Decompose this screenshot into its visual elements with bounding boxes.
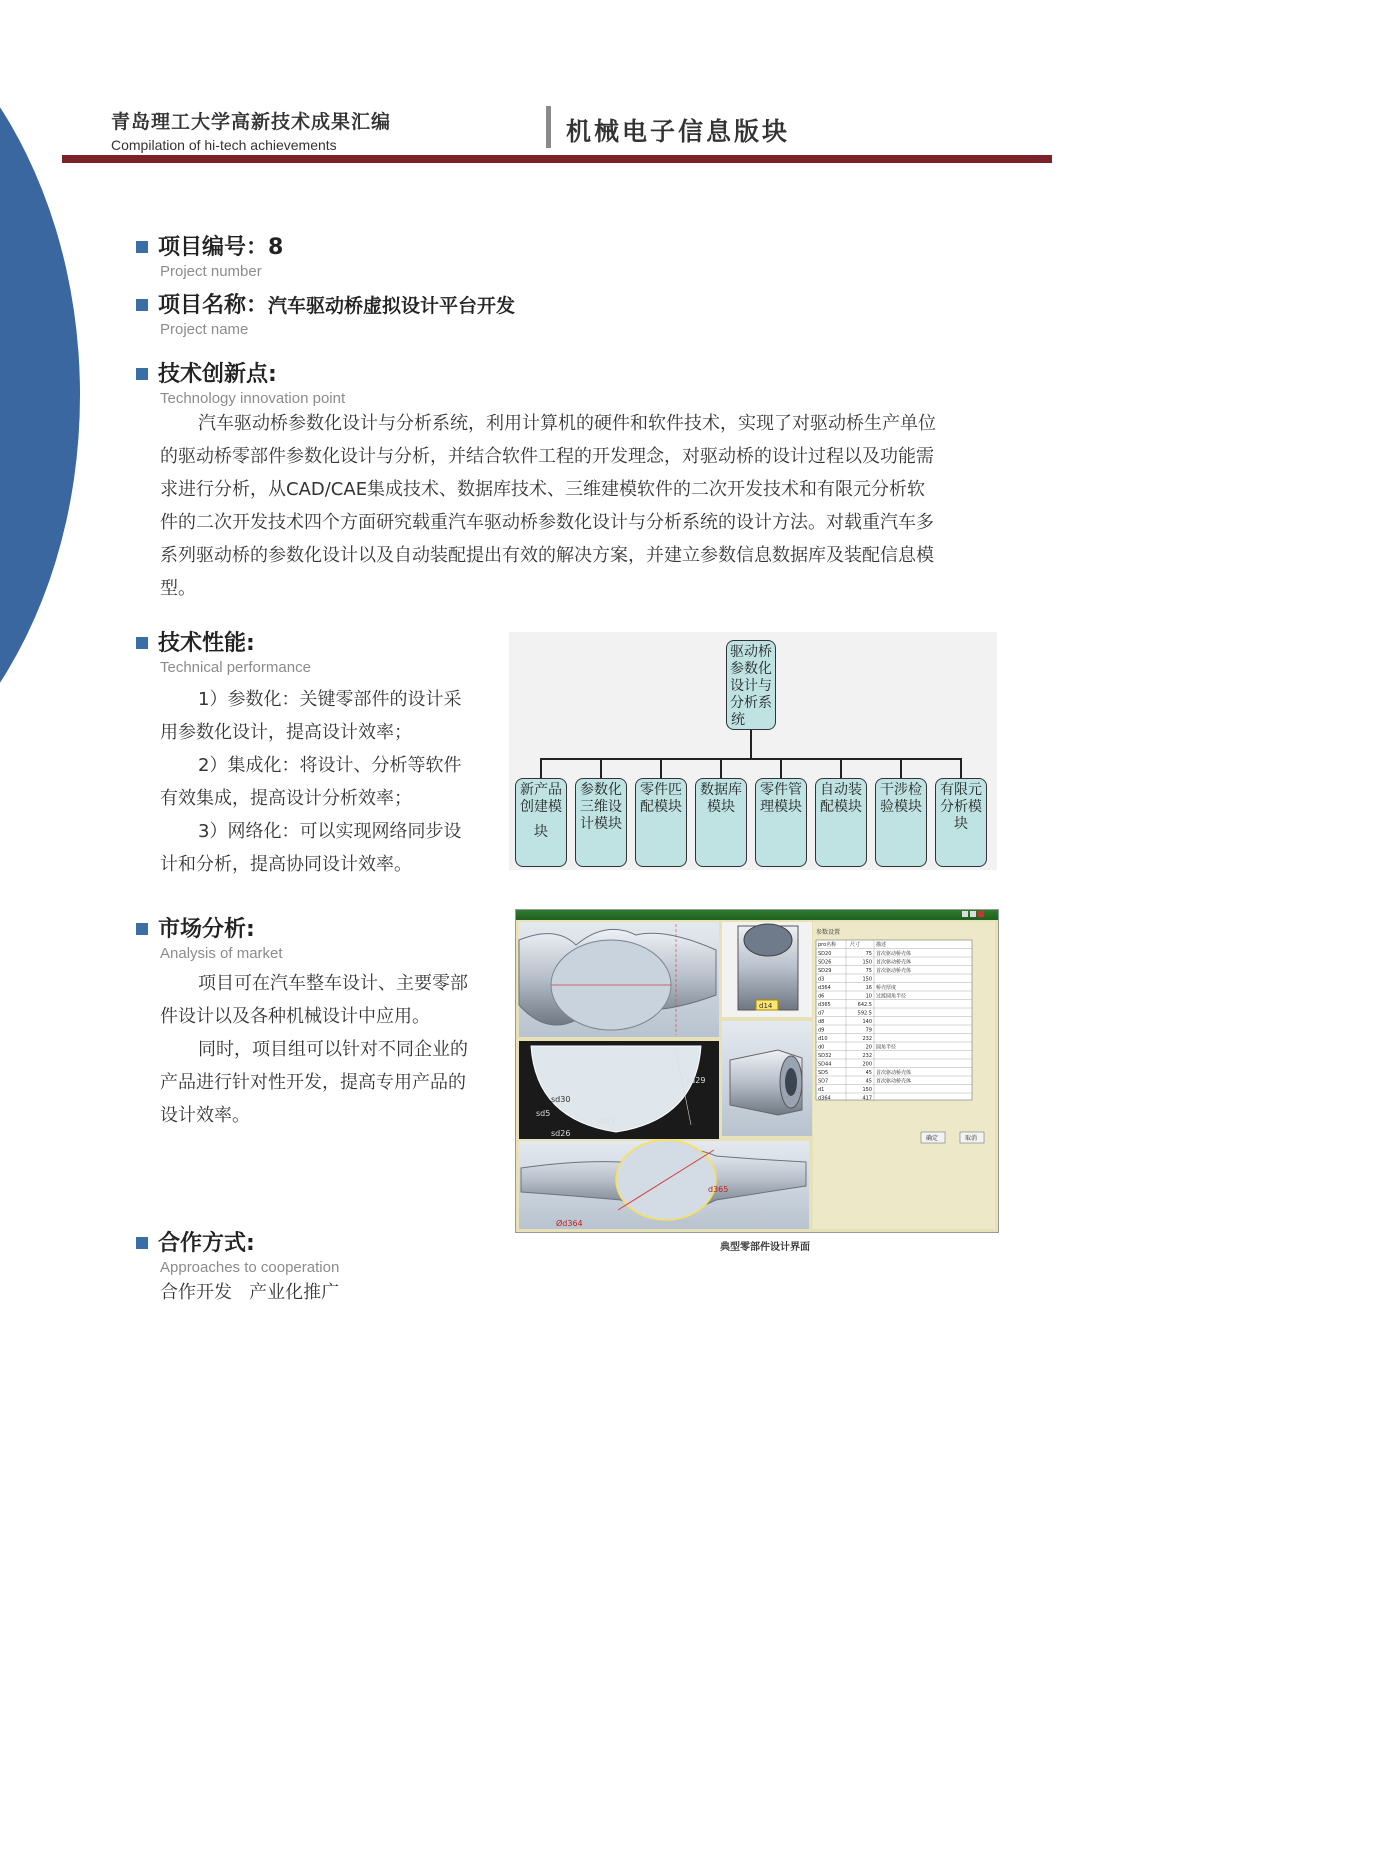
innovation-line: 系列驱动桥的参数化设计以及自动装配提出有效的解决方案，并建立参数信息数据库及装配信息模 (160, 545, 934, 566)
param-cell: 150 (862, 959, 872, 966)
dim-label: sd5 (536, 1109, 551, 1118)
project-name-label: 项目名称： (158, 293, 269, 318)
param-cell: SD7 (818, 1078, 829, 1085)
market-text (160, 967, 505, 1132)
param-cell: 232 (862, 1036, 872, 1042)
innovation-en: Technology innovation point (160, 390, 346, 407)
diagram-module-node (875, 778, 927, 867)
diagram-node-line: 数据库 (700, 782, 742, 798)
project-name-en: Project name (160, 321, 249, 338)
diagram-node-line: 零件匹 (640, 782, 682, 798)
param-cell: d365 (818, 1002, 831, 1008)
param-cell: 首次驱动桥壳体 (876, 1070, 912, 1076)
innovation-label: 技术创新点: (158, 362, 277, 387)
param-cell: SD20 (818, 951, 832, 957)
diagram-module-node (935, 778, 987, 867)
diagram-connector (720, 758, 722, 778)
param-cell: d9 (818, 1027, 825, 1034)
param-cell: d364 (818, 1095, 831, 1102)
screenshot-caption: 典型零部件设计界面 (720, 1242, 810, 1253)
param-cell: 232 (862, 1053, 872, 1059)
diagram-node-line: 计模块 (580, 816, 622, 832)
param-cell: d6 (818, 993, 825, 1000)
dim-label: Ød364 (556, 1219, 583, 1228)
bullet-square-icon (136, 368, 148, 380)
param-cell: 尺寸 (850, 942, 861, 948)
diagram-connector (600, 758, 602, 778)
header-rule (62, 155, 1052, 163)
param-cell: SD44 (818, 1061, 832, 1068)
diagram-connector (960, 758, 962, 778)
innovation-line: 求进行分析，从CAD/CAE集成技术、数据库技术、三维建模软件的二次开发技术和有限元分析软 (160, 479, 926, 500)
param-cell: 首次驱动桥壳体 (876, 951, 912, 957)
param-cell: 首次驱动桥壳体 (876, 959, 912, 966)
header-divider (546, 106, 551, 148)
cooperation-section (136, 1226, 339, 1276)
diagram-node-line: 分析模 (940, 799, 982, 815)
diagram-node-line: 参数化 (580, 782, 622, 798)
diagram-connector (840, 758, 842, 778)
diagram-module-node (575, 778, 627, 867)
diagram-module-node (755, 778, 807, 867)
dim-label: sd30 (551, 1095, 571, 1104)
dim-label: sd29 (686, 1076, 706, 1085)
param-cell: d3 (818, 976, 825, 983)
header-title-en: Compilation of hi-tech achievements (111, 137, 337, 153)
param-cell: 200 (862, 1061, 872, 1068)
cad-screenshot-drawing (516, 910, 998, 1232)
diagram-connector (540, 758, 542, 778)
diagram-node-line: 驱动桥 (730, 644, 772, 660)
cancel-button-label: 取消 (965, 1135, 978, 1142)
market-label: 市场分析: (158, 917, 255, 942)
performance-section (136, 626, 311, 676)
performance-line: 2）集成化：将设计、分析等软件 (198, 755, 462, 776)
decorative-blue-arc (0, 0, 80, 830)
diagram-node-line: 参数化 (730, 661, 772, 677)
diagram-node-line: 验模块 (880, 799, 922, 815)
cooperation-value: 合作开发 产业化推广 (160, 1282, 340, 1303)
diagram-node-line: 配模块 (820, 799, 862, 815)
param-cell: 79 (865, 1027, 872, 1034)
market-line: 设计效率。 (160, 1105, 250, 1126)
diagram-module-node (695, 778, 747, 867)
bullet-square-icon (136, 637, 148, 649)
innovation-line: 型。 (160, 578, 196, 599)
diagram-node-line: 块 (954, 816, 968, 832)
diagram-node-line: 模块 (707, 799, 735, 815)
project-number-value: 8 (268, 235, 284, 260)
diagram-node-line: 三维设 (580, 799, 622, 815)
diagram-node-line: 统 (731, 712, 745, 728)
dim-label: d365 (708, 1185, 729, 1194)
param-cell: d8 (818, 1019, 825, 1025)
cooperation-label: 合作方式: (158, 1231, 255, 1256)
innovation-section (136, 357, 345, 407)
performance-line: 有效集成，提高设计分析效率； (160, 788, 412, 809)
param-cell: 首次驱动桥壳体 (876, 968, 912, 974)
param-cell: d0 (818, 1044, 825, 1051)
param-cell: 20 (865, 1044, 872, 1051)
diagram-node-line: 设计与 (730, 678, 772, 694)
performance-en: Technical performance (160, 659, 311, 676)
diagram-root-node (726, 640, 776, 730)
param-cell: 150 (862, 976, 872, 983)
dim-label: d14 (759, 1002, 773, 1010)
param-cell: 圆角半径 (876, 1044, 897, 1051)
header-left (111, 107, 391, 153)
diagram-node-line: 有限元 (940, 782, 982, 798)
diagram-connector (900, 758, 902, 778)
project-number-label: 项目编号： (158, 235, 269, 260)
performance-line: 用参数化设计，提高设计效率； (160, 722, 412, 743)
bullet-square-icon (136, 299, 148, 311)
param-cell: 10 (865, 993, 872, 1000)
project-name-value: 汽车驱动桥虚拟设计平台开发 (268, 295, 516, 317)
param-cell: SD29 (818, 968, 832, 974)
module-diagram (509, 632, 997, 870)
diagram-node-line: 新产品 (520, 782, 562, 798)
param-cell: 过渡圆角半径 (876, 993, 907, 1000)
param-cell: 16 (865, 985, 872, 991)
param-cell: 75 (865, 951, 872, 957)
diagram-module-node (515, 778, 567, 867)
diagram-node-line: 零件管 (760, 782, 802, 798)
diagram-node-line: 分析系 (730, 695, 772, 711)
market-line: 件设计以及各种机械设计中应用。 (160, 1006, 430, 1027)
diagram-node-line: 理模块 (760, 799, 802, 815)
market-section (136, 912, 283, 962)
param-cell: 首次驱动桥壳体 (876, 1078, 912, 1085)
bullet-square-icon (136, 1237, 148, 1249)
performance-line: 计和分析，提高协同设计效率。 (160, 854, 412, 875)
performance-label: 技术性能: (158, 631, 255, 656)
header-section: 机械电子信息版块 (566, 117, 791, 146)
project-number-en: Project number (160, 263, 262, 280)
param-cell: 45 (865, 1070, 872, 1076)
project-name-section (136, 288, 515, 338)
diagram-connector (540, 758, 962, 760)
param-cell: SD26 (818, 959, 832, 966)
param-cell: 桥壳厚度 (876, 985, 897, 991)
param-cell: 描述 (876, 942, 887, 948)
market-line: 项目可在汽车整车设计、主要零部 (198, 973, 468, 994)
cooperation-en: Approaches to cooperation (160, 1259, 340, 1276)
dim-label: sd26 (551, 1129, 571, 1138)
cad-screenshot (515, 909, 999, 1233)
diagram-node-line: 配模块 (640, 799, 682, 815)
diagram-node-line: 自动装 (820, 782, 862, 798)
innovation-line: 汽车驱动桥参数化设计与分析系统，利用计算机的硬件和软件技术，实现了对驱动桥生产单位 (198, 413, 936, 434)
param-cell: d1 (818, 1087, 825, 1093)
market-line: 同时，项目组可以针对不同企业的 (198, 1039, 468, 1060)
market-en: Analysis of market (160, 945, 283, 962)
param-cell: 642.5 (857, 1002, 872, 1008)
param-cell: 140 (862, 1019, 872, 1025)
diagram-connector (750, 730, 752, 758)
param-cell: d10 (818, 1036, 828, 1042)
param-cell: 75 (865, 968, 872, 974)
performance-line: 3）网络化：可以实现网络同步设 (198, 821, 462, 842)
param-cell: SD32 (818, 1053, 832, 1059)
diagram-connector (660, 758, 662, 778)
innovation-line: 件的二次开发技术四个方面研究载重汽车驱动桥参数化设计与分析系统的设计方法。对载重汽车多 (160, 512, 934, 533)
header-title-cn: 青岛理工大学高新技术成果汇编 (111, 111, 392, 133)
diagram-node-line: 干涉检 (880, 782, 922, 798)
param-cell: 592.5 (857, 1010, 872, 1017)
bullet-square-icon (136, 241, 148, 253)
ok-button-label: 确定 (926, 1135, 939, 1142)
diagram-module-node (815, 778, 867, 867)
project-number-section (136, 230, 283, 280)
param-cell: SD5 (818, 1070, 829, 1076)
param-panel-title: 参数设置 (816, 929, 841, 936)
dim-label: sd17 (596, 1117, 616, 1126)
performance-line: 1）参数化：关键零部件的设计采 (198, 689, 462, 710)
diagram-connector (780, 758, 782, 778)
performance-text (160, 683, 505, 881)
diagram-node-line: 创建模 (520, 799, 562, 815)
market-line: 产品进行针对性开发，提高专用产品的 (160, 1072, 466, 1093)
innovation-text (160, 407, 1010, 605)
param-cell: 150 (862, 1087, 872, 1093)
param-cell: d7 (818, 1010, 825, 1017)
innovation-line: 的驱动桥零部件参数化设计与分析，并结合软件工程的开发理念，对驱动桥的设计过程以及功能需 (160, 446, 934, 467)
diagram-module-node (635, 778, 687, 867)
param-cell: 45 (865, 1078, 872, 1085)
param-cell: d364 (818, 985, 831, 991)
param-cell: pro名称 (818, 942, 837, 948)
diagram-node-line: 块 (534, 824, 548, 840)
param-cell: 417 (862, 1095, 872, 1102)
bullet-square-icon (136, 923, 148, 935)
